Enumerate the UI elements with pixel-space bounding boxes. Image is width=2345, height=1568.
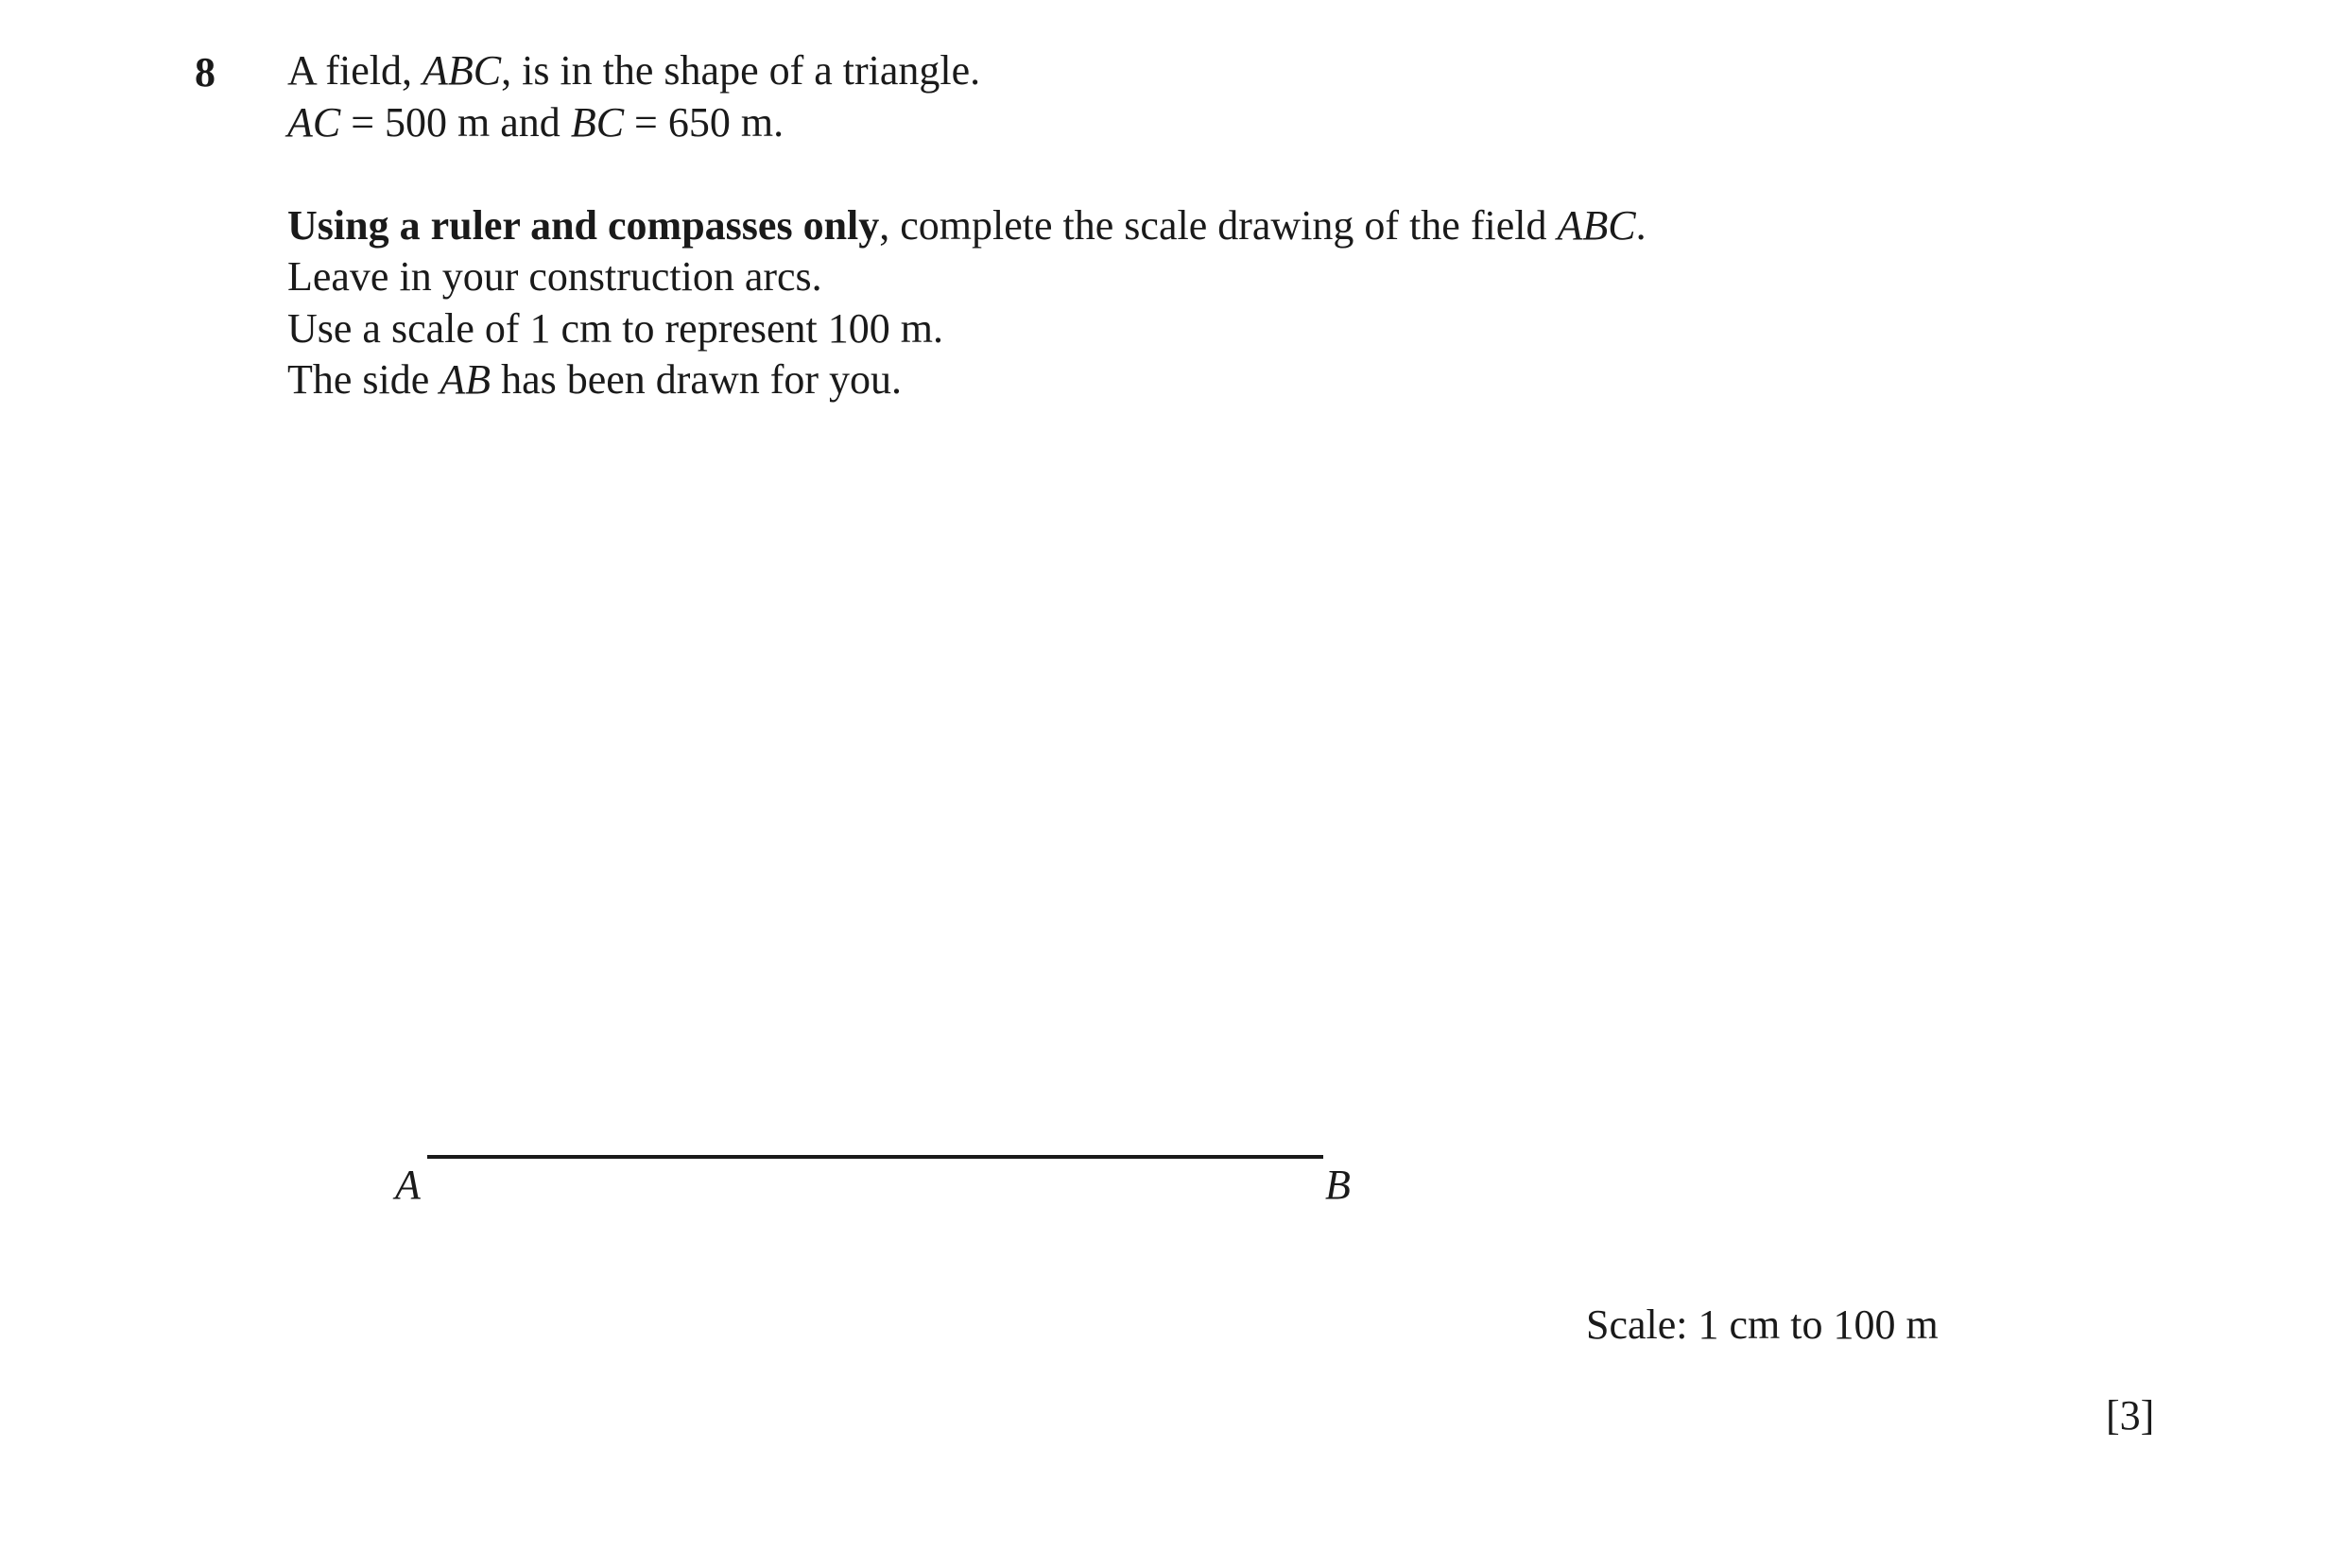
- instruction-line-3: Use a scale of 1 cm to represent 100 m.: [287, 305, 943, 352]
- instruction-line-1: [287, 200, 1647, 251]
- point-a-label: A: [395, 1162, 421, 1208]
- line-1-post: , is in the shape of a triangle.: [501, 47, 981, 94]
- question-line-1: [287, 45, 980, 96]
- side-ab-label: AB: [440, 356, 491, 403]
- line-6-post: has been drawn for you.: [491, 356, 903, 403]
- instruction-line-4: [287, 354, 902, 405]
- instruction-bold: Using a ruler and compasses only: [287, 202, 880, 249]
- triangle-name-abc: ABC: [422, 47, 502, 94]
- instruction-mid: , complete the scale drawing of the field: [879, 202, 1558, 249]
- instruction-end: .: [1635, 202, 1647, 249]
- line-2-mid-1: = 500 m and: [340, 99, 571, 146]
- line-segment-ab: [427, 1155, 1323, 1159]
- instruction-line-2: Leave in your construction arcs.: [287, 253, 822, 300]
- side-ac: AC: [287, 99, 341, 146]
- line-6-pre: The side: [287, 356, 440, 403]
- instruction-abc: ABC: [1557, 202, 1636, 249]
- question-number: 8: [195, 49, 216, 95]
- line-1-pre: A field,: [287, 47, 422, 94]
- scale-note: Scale: 1 cm to 100 m: [1586, 1301, 1939, 1348]
- line-2-mid-2: = 650 m.: [624, 99, 785, 146]
- marks-allocation: [3]: [2106, 1392, 2155, 1439]
- question-line-2: [287, 97, 784, 148]
- point-b-label: B: [1325, 1162, 1351, 1208]
- side-bc: BC: [570, 99, 625, 146]
